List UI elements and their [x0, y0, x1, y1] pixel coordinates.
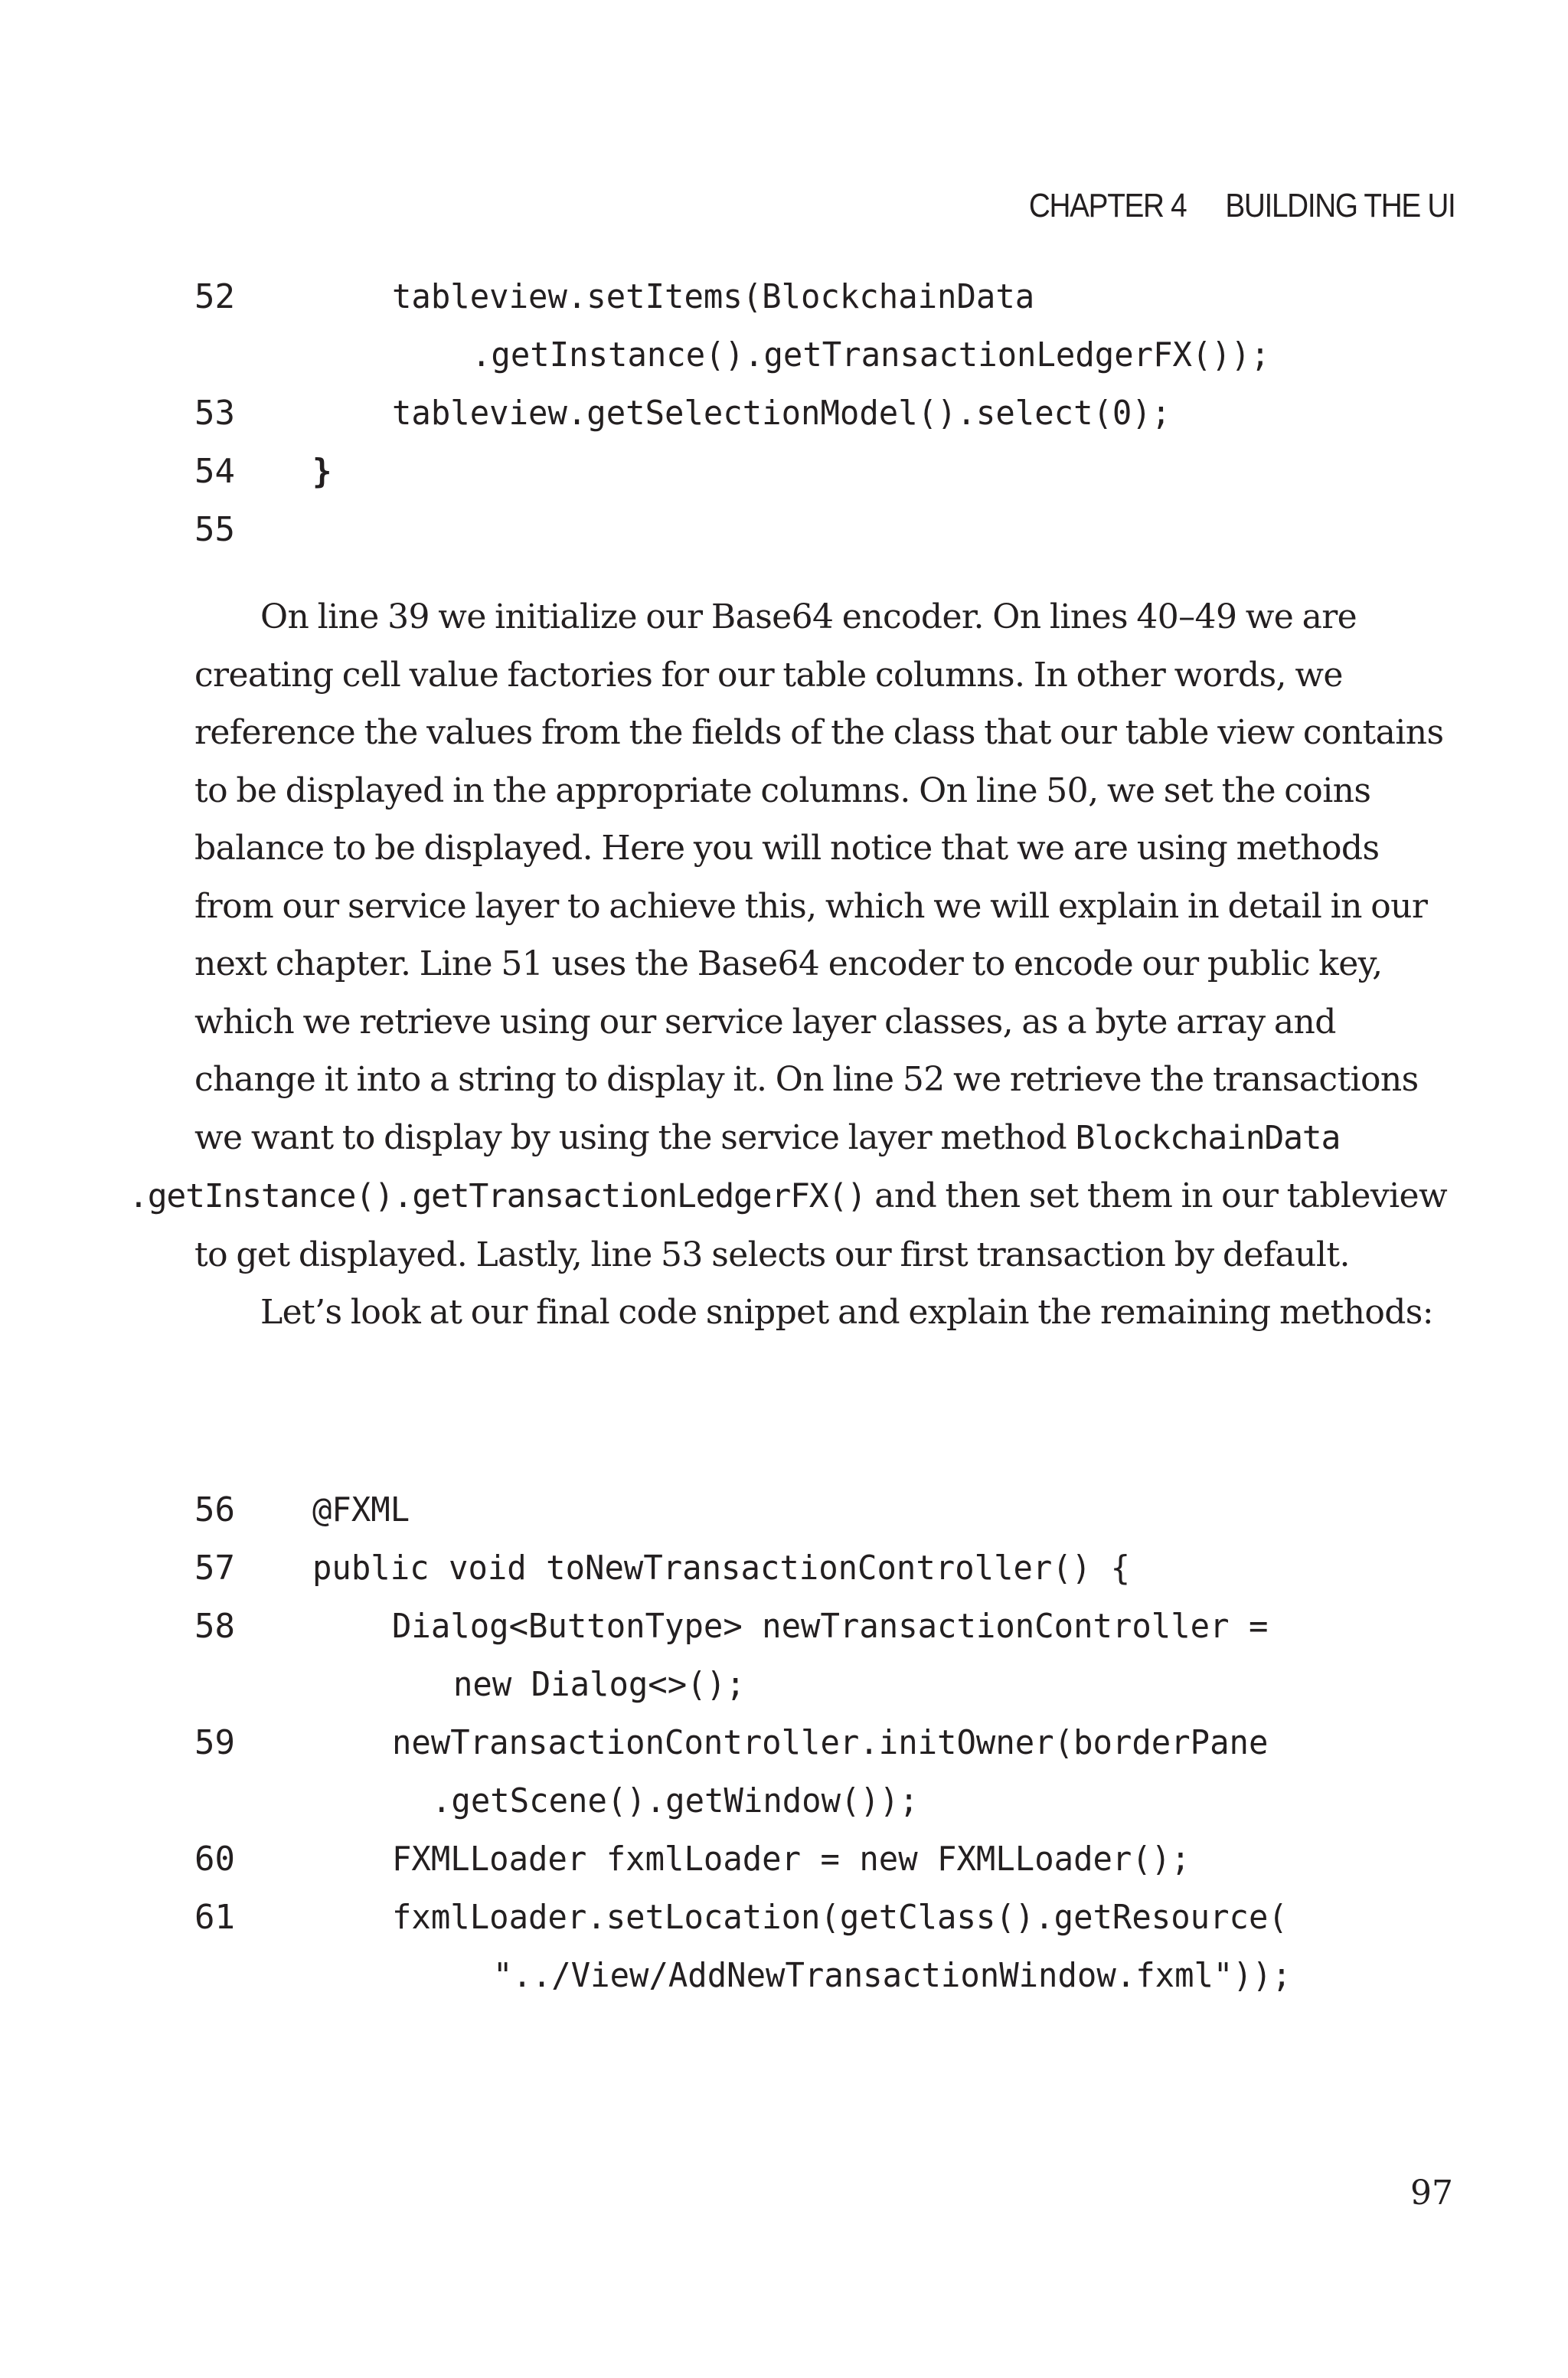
page-number: 97	[1410, 2174, 1453, 2213]
line-number: 54	[194, 452, 235, 491]
inline-code: .getInstance().getTransactionLedgerFX()	[129, 1177, 866, 1215]
line-number: 55	[194, 510, 235, 549]
line-number: 60	[194, 1840, 235, 1879]
line-number: 58	[194, 1607, 235, 1646]
line-number: 53	[194, 394, 235, 433]
code-line: Dialog<ButtonType> newTransactionController =	[392, 1607, 1269, 1646]
code-line: fxmlLoader.setLocation(getClass().getResource(	[392, 1898, 1288, 1937]
code-line: .getInstance().getTransactionLedgerFX());	[472, 335, 1270, 375]
code-line: @FXML	[312, 1490, 410, 1529]
inline-code: BlockchainData	[1075, 1118, 1341, 1157]
section-title: BUILDING THE UI	[1224, 187, 1455, 224]
code-line: newTransactionController.initOwner(borderPane	[392, 1723, 1269, 1762]
code-line: public void toNewTransactionController() {	[312, 1549, 1131, 1588]
code-line: tableview.getSelectionModel().select(0);	[392, 394, 1171, 433]
code-line: }	[312, 452, 332, 491]
paragraph: Let’s look at our final code snippet and explain the remaining methods:	[260, 1293, 1434, 1332]
line-number: 52	[194, 277, 235, 316]
line-number: 59	[194, 1723, 235, 1762]
code-line: new Dialog<>();	[453, 1665, 746, 1704]
line-number: 61	[194, 1898, 235, 1937]
chapter-label: CHAPTER 4	[1028, 187, 1186, 224]
line-number: 56	[194, 1490, 235, 1529]
code-line: FXMLLoader fxmlLoader = new FXMLLoader();	[392, 1840, 1191, 1879]
code-line: tableview.setItems(BlockchainData	[392, 277, 1035, 316]
code-line: "../View/AddNewTransactionWindow.fxml"));	[493, 1956, 1292, 1995]
body-text	[129, 588, 1458, 1342]
line-number: 57	[194, 1549, 235, 1588]
code-line: .getScene().getWindow());	[432, 1781, 919, 1820]
paragraph: On line 39 we initialize our Base64 encoder. On lines 40–49 we are creating cell value factories for our table columns. In other words, we reference the values from the fields of the class that our table view contains to be displayed in the appropriate columns. On line 50, we set the coins balance to be displayed. Here you will notice that we are using methods from our service layer to achieve this, which we will explain in detail in our next chapter. Line 51 uses the Base64 encoder to encode our public key, which we retrieve using our service layer classes, as a byte array and change it into a string to display it. On line 52 we retrieve the transactions we want to display by using the service layer method BlockchainData .getInstance().getTransactionLedgerFX() and then set them in our tableview to get displayed. Lastly, line 53 selects our first transaction by default.	[129, 597, 1448, 1274]
running-head	[1028, 187, 1455, 225]
